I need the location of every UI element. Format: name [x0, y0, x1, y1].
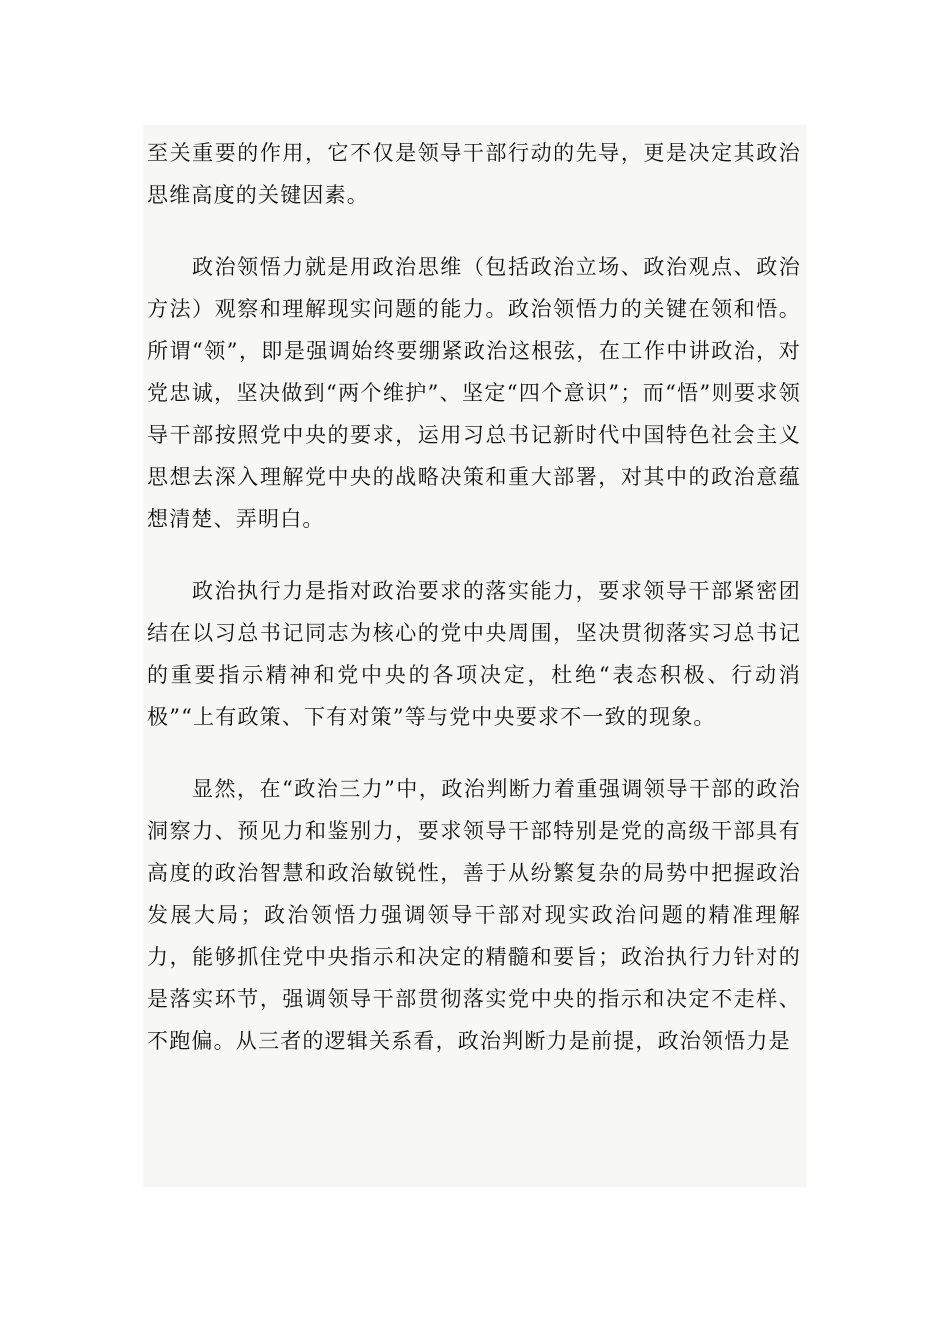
paragraph-political-comprehension: 政治领悟力就是用政治思维（包括政治立场、政治观点、政治方法）观察和理解现实问题的能力。政治领悟力的关键在领和悟。所谓“领”，即是强调始终要绷紧政治这根弦，在工作中讲政治，对党忠诚，坚决做到“两个维护”、坚定“四个意识”；而“悟”则要求领导干部按照党中央的要求，运用习总书记新时代中国特色社会主义思想去深入理解党中央的战略决策和重大部署，对其中的政治意蕴想清楚、弄明白。: [147, 255, 801, 531]
paragraph-political-execution: 政治执行力是指对政治要求的落实能力，要求领导干部紧密团结在以习总书记同志为核心的党中央周围，坚决贯彻落实习总书记的重要指示精神和党中央的各项决定，杜绝“表态积极、行动消极”“上有政策、下有对策”等与党中央要求不一致的现象。: [147, 579, 801, 729]
document-page-body: [143, 125, 807, 1187]
paragraph-continuation: 至关重要的作用，它不仅是领导干部行动的先导，更是决定其政治思维高度的关键因素。: [147, 141, 801, 207]
paragraph-three-capabilities: 显然，在“政治三力”中，政治判断力着重强调领导干部的政治洞察力、预见力和鉴别力，要求领导干部特别是党的高级干部具有高度的政治智慧和政治敏锐性，善于从纷繁复杂的局势中把握政治发展大局；政治领悟力强调领导干部对现实政治问题的精准理解力，能够抓住党中央指示和决定的精髓和要旨；政治执行力针对的是落实环节，强调领导干部贯彻落实党中央的指示和决定不走样、不跑偏。从三者的逻辑关系看，政治判断力是前提，政治领悟力是: [147, 777, 801, 1053]
